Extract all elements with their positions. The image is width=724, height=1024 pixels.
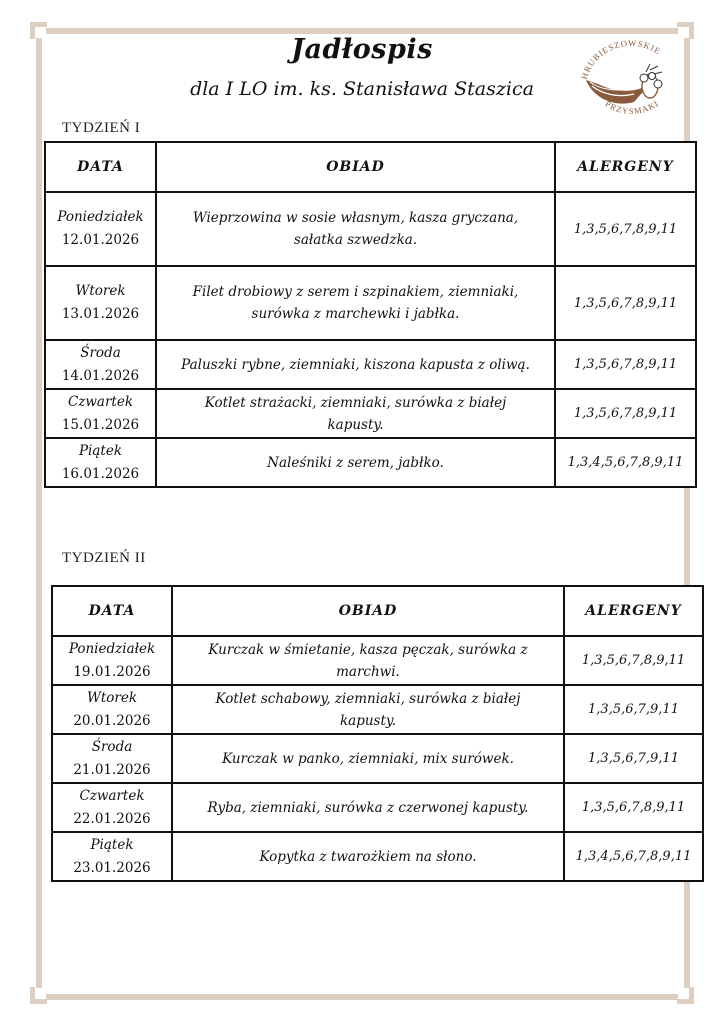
date-cell — [45, 438, 156, 487]
table-row — [45, 438, 696, 487]
logo-top-text: HRUBIESZOWSKIE — [579, 40, 663, 81]
table-row — [45, 192, 696, 266]
date-value: 16.01.2026 — [61, 465, 140, 482]
table-row — [45, 266, 696, 340]
dish-cell — [172, 685, 564, 734]
table-row — [52, 685, 703, 734]
allergens-cell: 1,3,5,6,7,8,9,11 — [555, 192, 696, 266]
day-name: Piątek — [90, 836, 134, 853]
dish-line: Ryba, ziemniaki, surówka z czerwonej kapusty. — [207, 799, 529, 816]
date-value: 15.01.2026 — [61, 416, 140, 433]
table-header-row — [45, 142, 696, 192]
date-value: 20.01.2026 — [73, 712, 151, 729]
logo-bottom-text: PRZYSMAKI — [603, 98, 661, 117]
date-value: 21.01.2026 — [73, 761, 151, 778]
week-2-table — [51, 585, 704, 882]
dish-cell — [156, 340, 555, 389]
day-name: Czwartek — [79, 787, 145, 804]
date-value: 23.01.2026 — [73, 859, 151, 876]
dish-cell — [156, 266, 555, 340]
date-value: 12.01.2026 — [61, 232, 140, 248]
dish-cell — [172, 832, 564, 881]
allergens-cell: 1,3,5,6,7,8,9,11 — [564, 636, 703, 685]
date-cell — [52, 783, 172, 832]
date-cell — [52, 734, 172, 783]
cornucopia-icon — [586, 64, 662, 104]
dish-line: Kurczak w śmietanie, kasza pęczak, surówka z marchwi. — [208, 641, 528, 680]
allergens-cell: 1,3,5,6,7,8,9,11 — [555, 389, 696, 438]
dish-cell — [156, 389, 555, 438]
table-row — [52, 832, 703, 881]
week-1-table — [44, 141, 697, 488]
dish-line: Filet drobiowy z serem i szpinakiem, ziemniaki, — [192, 284, 519, 300]
frame-corner-bottom-left — [30, 988, 46, 1004]
day-name: Poniedziałek — [57, 209, 144, 225]
allergens-cell: 1,3,4,5,6,7,8,9,11 — [564, 832, 703, 881]
date-cell — [45, 266, 156, 340]
dish-line: Kopytka z twarożkiem na słono. — [259, 848, 477, 865]
table-row — [45, 340, 696, 389]
date-cell — [52, 832, 172, 881]
page-title: Jadłospis — [291, 34, 433, 65]
page-subtitle: dla I LO im. ks. Stanisława Staszica — [190, 78, 534, 100]
day-name: Wtorek — [86, 689, 138, 706]
table-row — [52, 783, 703, 832]
dish-line: Kotlet schabowy, ziemniaki, surówka z białej kapusty. — [215, 690, 521, 729]
dish-cell — [156, 438, 555, 487]
day-name: Piątek — [78, 442, 123, 459]
day-name: Środa — [91, 738, 133, 755]
table-row — [45, 389, 696, 438]
date-cell — [52, 685, 172, 734]
table-header-row — [52, 586, 703, 636]
table-row — [52, 636, 703, 685]
week-2-label: TYDZIEŃ II — [62, 550, 146, 566]
dish-line: Wieprzowina w sosie własnym, kasza gryczana, — [192, 210, 519, 226]
column-header-dish: OBIAD — [172, 586, 564, 636]
date-cell — [52, 636, 172, 685]
day-name: Poniedziałek — [68, 640, 156, 657]
allergens-cell: 1,3,4,5,6,7,8,9,11 — [555, 438, 696, 487]
allergens-cell: 1,3,5,6,7,8,9,11 — [555, 266, 696, 340]
dish-cell — [172, 783, 564, 832]
date-value: 14.01.2026 — [61, 367, 140, 384]
date-value: 22.01.2026 — [73, 810, 151, 827]
date-cell — [45, 340, 156, 389]
column-header-allergens: ALERGENY — [564, 586, 703, 636]
dish-cell — [172, 734, 564, 783]
dish-line: sałatka szwedzka. — [293, 232, 418, 248]
date-cell — [45, 192, 156, 266]
dish-line: Paluszki rybne, ziemniaki, kiszona kapusta z oliwą. — [181, 356, 530, 373]
dish-line: Naleśniki z serem, jabłko. — [267, 454, 444, 471]
dish-line: Kurczak w panko, ziemniaki, mix surówek. — [222, 750, 514, 767]
allergens-cell: 1,3,5,6,7,8,9,11 — [564, 783, 703, 832]
column-header-date: DATA — [45, 142, 156, 192]
frame-corner-bottom-right — [678, 988, 694, 1004]
day-name: Środa — [80, 344, 121, 361]
dish-line: surówka z marchewki i jabłka. — [251, 306, 460, 322]
column-header-dish: OBIAD — [156, 142, 555, 192]
day-name: Czwartek — [67, 393, 134, 410]
date-value: 13.01.2026 — [61, 306, 140, 322]
allergens-cell: 1,3,5,6,7,8,9,11 — [555, 340, 696, 389]
allergens-cell: 1,3,5,6,7,9,11 — [564, 734, 703, 783]
day-name: Wtorek — [75, 283, 126, 299]
dish-line: Kotlet strażacki, ziemniaki, surówka z białej kapusty. — [204, 394, 507, 433]
date-value: 19.01.2026 — [73, 663, 151, 680]
logo — [578, 40, 684, 124]
week-1-label: TYDZIEŃ I — [62, 120, 141, 136]
allergens-cell: 1,3,5,6,7,9,11 — [564, 685, 703, 734]
dish-cell — [156, 192, 555, 266]
dish-cell — [172, 636, 564, 685]
column-header-allergens: ALERGENY — [555, 142, 696, 192]
date-cell — [45, 389, 156, 438]
column-header-date: DATA — [52, 586, 172, 636]
table-row — [52, 734, 703, 783]
